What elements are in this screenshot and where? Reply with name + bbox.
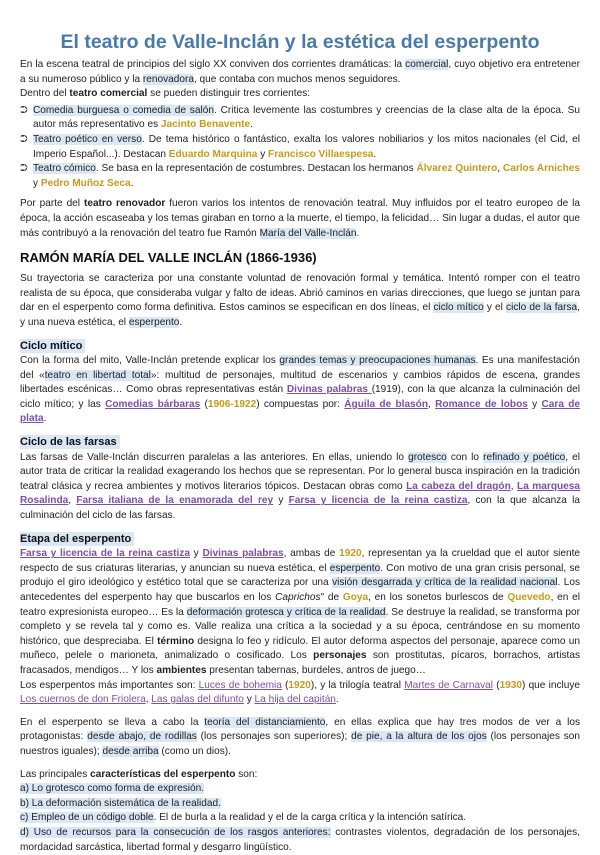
comercial-currents-list — [20, 104, 580, 192]
work-link[interactable]: Luces de bohemia — [198, 679, 282, 691]
work-link[interactable]: Martes de Carnaval — [404, 679, 494, 691]
list-item: d) Uso de recursos para la consecución de los rasgos anteriores: contrastes violentos, degradación de los personajes, mordacidad sarcástica, libertad formal y desgarro lingüístico. — [20, 826, 580, 853]
list-item: ⮊ Teatro poético en verso. De tema histórico o fantástico, exalta los valores nobiliarios y los mitos nacionales (el Cid, el Imperio Español...). Destacan Eduardo Marquina y Francisco Villaespesa. — [20, 133, 580, 160]
section-heading-ciclo-farsas: Ciclo de las farsas — [20, 435, 120, 449]
work-link[interactable]: Farsa y licencia de la reina castiza — [20, 548, 190, 560]
author-heading: RAMÓN MARÍA DEL VALLE INCLÁN (1866-1936) — [20, 250, 317, 266]
esperpento-paragraph-3: En el esperpento se lleva a cabo la teoría del distanciamiento, en ellas explica que hay tres modos de ver a los protagonistas: desde abajo, de rodillas (los personajes son superiores); de pie, a la altura de los ojos (los personajes son nuestros iguales); desde arriba (como un dios). — [20, 716, 580, 757]
work-link[interactable]: Farsa y licencia de la reina castiza — [288, 495, 468, 507]
esperpento-paragraph-2: Los esperpentos más importantes son: Luces de bohemia (1920), y la trilogía teatral Martes de Carnaval (1930) que incluye Los cuernos de don Friolera, Las galas del difunto y La hija del capitán. — [20, 679, 581, 706]
work-link[interactable]: Divinas palabras — [202, 548, 284, 560]
work-link[interactable]: Divinas palabras — [286, 384, 372, 396]
ciclo-farsas-paragraph: Las farsas de Valle-Inclán discurren paralelas a las anteriores. En ellas, uniendo lo grotesco con lo refinado y poético, el autor trata de criticar la realidad exagerando los hechos que se representan. Por lo general busca inspiración en la tradición teatral clásica y recrea ambientes y motivos literarios tópicos. Destacan obras como La cabeza del dragón, La marquesa Rosalinda, Farsa italiana de la enamorada del rey y Farsa y licencia de la reina castiza, con la que alcanza la culminación del ciclo de las farsas. — [20, 451, 580, 522]
teatro-renovador-term: teatro renovador — [83, 198, 166, 210]
work-link[interactable]: Romance de lobos — [435, 398, 528, 410]
author-name: Quevedo — [507, 592, 551, 603]
arrow-bullet-icon: ⮊ — [20, 104, 28, 116]
arrow-bullet-icon: ⮊ — [20, 133, 28, 145]
features-intro: Las principales características del esperpento son: — [20, 768, 258, 780]
page-title: El teatro de Valle-Inclán y la estética del esperpento — [60, 31, 540, 53]
list-item: b) La deformación sistemática de la realidad. — [20, 797, 221, 809]
list-item: c) Empleo de un código doble. El de burla a la realidad y el de la carga crítica y la intención satírica. — [20, 812, 467, 824]
author-name: Goya — [342, 592, 369, 603]
list-item: a) Lo grotesco como forma de expresión. — [20, 783, 205, 795]
author-name: Francisco Villaespesa — [268, 148, 374, 160]
author-name: Eduardo Marquina — [168, 148, 258, 160]
work-link[interactable]: La hija del capitán — [254, 694, 336, 706]
work-link[interactable]: La cabeza del dragón — [406, 480, 511, 492]
section-heading-esperpento: Etapa del esperpento — [20, 532, 134, 546]
intro-paragraph-3: Por parte del teatro renovador fueron varios los intentos de renovación teatral. Muy influidos por el teatro europeo de la época, la acción escaseaba y los temas giraban en torno a la muerte, el tiempo, la felicidad… Sin lugar a dudas, el autor que más contribuyó a la renovación del teatro fue Ramón María del Valle-Inclán. — [20, 198, 580, 239]
list-item: ⮊ Comedia burguesa o comedia de salón. Critica levemente las costumbres y creencias de la clase alta de la época. Su autor más representativo es Jacinto Benavente. — [20, 104, 580, 131]
author-name: Carlos Arniches — [502, 163, 580, 175]
highlight-renovadora: renovadora — [142, 73, 194, 85]
teatro-comercial-term: teatro comercial — [69, 88, 148, 100]
arrow-bullet-icon: ⮊ — [20, 163, 28, 175]
ciclo-mitico-paragraph: Con la forma del mito, Valle-Inclán pretende explicar los grandes temas y preocupaciones humanas. Es una manifestación del «teatro en libertad total»: multitud de personajes, multitud de escenarios y cambios rápidos de escena, grandes libertades escénicas… Como obras representativas están Divinas palabras (1919), con la que alcanza la culminación del ciclo mítico; y las Comedias bárbaras (1906-1922) compuestas por: Águila de blasón, Romance de lobos y Cara de plata. — [20, 355, 581, 425]
work-link[interactable]: La marquesa Rosalinda — [20, 480, 580, 507]
intro-paragraph-2: Dentro del teatro comercial se pueden distinguir tres corrientes: — [20, 88, 311, 100]
work-link[interactable]: Farsa italiana de la enamorada del rey — [76, 495, 274, 507]
author-name: Álvarez Quintero — [416, 163, 498, 175]
work-link[interactable]: Comedias bárbaras — [105, 398, 201, 410]
highlight-comercial: comercial — [405, 59, 449, 70]
list-item: ⮊ Teatro cómico. Se basa en la representación de costumbres. Destacan los hermanos Álvarez Quintero, Carlos Arniches y Pedro Muñoz Seca. — [20, 163, 580, 189]
work-link[interactable]: Los cuernos de don Friolera — [20, 694, 146, 706]
author-name: Jacinto Benavente — [160, 119, 251, 131]
features-list — [20, 768, 580, 855]
author-paragraph: Su trayectoria se caracteriza por una constante voluntad de renovación formal y temática. Intentó romper con el teatro realista de su época, que consideraba vulgar y falto de ideas. Abrió caminos en varias direcciones, que luego se juntan para dar en el esperpento como forma definitiva. Estos caminos se especifican en dos líneas, el ciclo mítico y el ciclo de la farsa, y una nueva estética, el esperpento. — [20, 273, 580, 328]
esperpento-paragraph-1: Farsa y licencia de la reina castiza y Divinas palabras, ambas de 1920, representan ya la crueldad que el autor siente respecto de sus criaturas literarias, y anuncian su nueva estética, el esperpento. Con motivo de una gran crisis personal, se produjo el giro ideológico y estético total que se caracteriza por una visión desgarrada y crítica de la realidad nacional. Los antecedentes del esperpento hay que buscarlos en los Caprichos" de Goya, en los sonetos burlescos de Quevedo, en el teatro expresionista europeo… Es la deformación grotesca y crítica de la realidad. Se destruye la realidad, se transforma por completo y se revela tal y como es. Valle realiza una crítica a la sociedad y a su época, centrándose en su momento histórico, que despreciaba. El término designa lo feo y ridículo. El autor deforma aspectos del personaje, aparece como un muñeco, pelele o marioneta, animalizado o cosificado. Los personajes son prostitutas, pícaros, borrachos, artistas fracasados, mendigos… Y los ambientes presentan tabernas, burdeles, antros de juego… — [20, 548, 581, 676]
work-link[interactable]: Las galas del difunto — [151, 694, 244, 706]
work-link[interactable]: Cara de plata — [20, 398, 581, 425]
work-link[interactable]: Águila de blasón — [344, 398, 429, 410]
intro-paragraph-1: En la escena teatral de principios del siglo XX conviven dos corrientes dramáticas: la comercial, cuyo objetivo era entretener a su numeroso público y la renovadora, que contaba con muchos menos seguidores. — [20, 59, 580, 85]
section-heading-ciclo-mitico: Ciclo mítico — [20, 339, 85, 353]
author-name: Pedro Muñoz Seca — [40, 177, 131, 189]
